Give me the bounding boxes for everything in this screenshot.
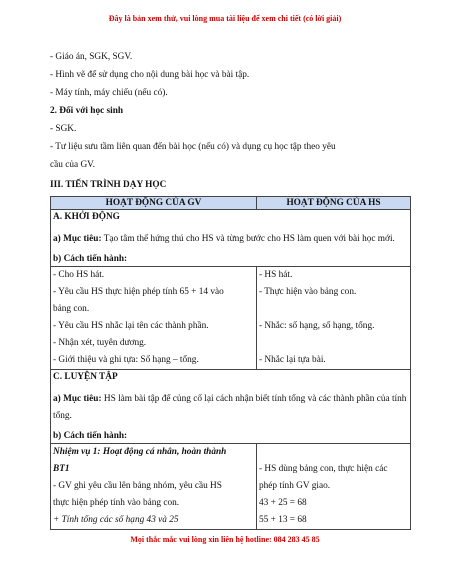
student-heading: 2. Đối với học sinh xyxy=(50,106,124,116)
student-line-1: - SGK. xyxy=(50,124,77,134)
column-header-gv: HOẠT ĐỘNG CỦA GV xyxy=(51,197,257,210)
list-item xyxy=(259,301,408,318)
list-item: - Nhắc: số hạng, số hạng, tổng. xyxy=(259,321,375,331)
list-item: - Nhận xét, tuyên dương. xyxy=(53,338,147,348)
list-item: - GV ghi yêu cầu lên bảng nhóm, yêu cầu HS xyxy=(53,481,222,491)
preview-banner: Đây là bản xem thử, vui lòng mua tài liệu để xem chi tiết (có lời giải) xyxy=(108,14,342,23)
section-a-aim: a) Mục tiêu: Tạo tâm thế hứng thú cho HS và từng bước cho HS làm quen với bài học mới. xyxy=(53,234,395,244)
list-item: bảng con. xyxy=(53,304,90,314)
task-title: Nhiệm vụ 1: Hoạt động cá nhân, hoàn thành xyxy=(53,447,227,457)
section-a-gv-cell xyxy=(51,267,257,370)
section-a-title: A. KHỞI ĐỘNG xyxy=(53,212,120,222)
lesson-plan-table xyxy=(50,196,411,530)
section-c-intro xyxy=(51,370,411,444)
section-c-title: C. LUYỆN TẬP xyxy=(53,372,118,382)
list-item xyxy=(259,335,408,352)
list-item: phép tính GV giao. xyxy=(259,481,331,491)
section-heading: III. TIẾN TRÌNH DẠY HỌC xyxy=(50,180,167,190)
section-a-method: b) Cách tiến hành: xyxy=(53,254,128,264)
column-header-hs: HOẠT ĐỘNG CỦA HS xyxy=(257,197,411,210)
intro-line-3: - Máy tính, máy chiếu (nếu có). xyxy=(50,88,168,98)
list-item: - Thực hiện vào bảng con. xyxy=(259,287,357,297)
intro-line-1: - Giáo án, SGK, SGV. xyxy=(50,52,133,62)
list-item: - HS hát. xyxy=(259,270,293,280)
section-c-aim: a) Mục tiêu: HS làm bài tập để củng cố lại cách nhận biết tính tổng và các thành phần của tính tổng. xyxy=(53,394,407,421)
section-a-intro xyxy=(51,210,411,267)
list-item: 55 + 13 = 68 xyxy=(259,515,307,525)
list-item: - Nhắc lại tựa bài. xyxy=(259,355,326,365)
intro-line-2: - Hình vẽ để sử dụng cho nội dung bài học và bài tập. xyxy=(50,70,250,80)
document-body xyxy=(50,48,410,194)
list-item: - Yêu cầu HS thực hiện phép tính 65 + 14 vào xyxy=(53,287,224,297)
section-a-hs-cell xyxy=(257,267,411,370)
list-item: - Cho HS hát. xyxy=(53,270,105,280)
list-item: - HS dùng bảng con, thực hiện các xyxy=(259,464,388,474)
task-title-cont: BT1 xyxy=(53,464,70,474)
student-line-3: cầu của GV. xyxy=(50,160,96,170)
list-item: 43 + 25 = 68 xyxy=(259,498,307,508)
list-item: thực hiện phép tính vào bảng con. xyxy=(53,498,180,508)
list-item: - Giới thiệu và ghi tựa: Số hạng – tổng. xyxy=(53,355,199,365)
section-c-hs-cell xyxy=(257,444,411,530)
section-c-gv-cell xyxy=(51,444,257,530)
section-c-method: b) Cách tiến hành: xyxy=(53,431,128,441)
hotline-footer: Mọi thắc mắc vui lòng xin liên hệ hotline: 084 283 45 85 xyxy=(130,535,320,544)
list-item: - Yêu cầu HS nhắc lại tên các thành phần. xyxy=(53,321,209,331)
student-line-2: - Tư liệu sưu tầm liên quan đến bài học (nếu có) và dụng cụ học tập theo yêu xyxy=(50,142,336,152)
list-item: + Tính tổng các số hạng 43 và 25 xyxy=(53,515,179,525)
